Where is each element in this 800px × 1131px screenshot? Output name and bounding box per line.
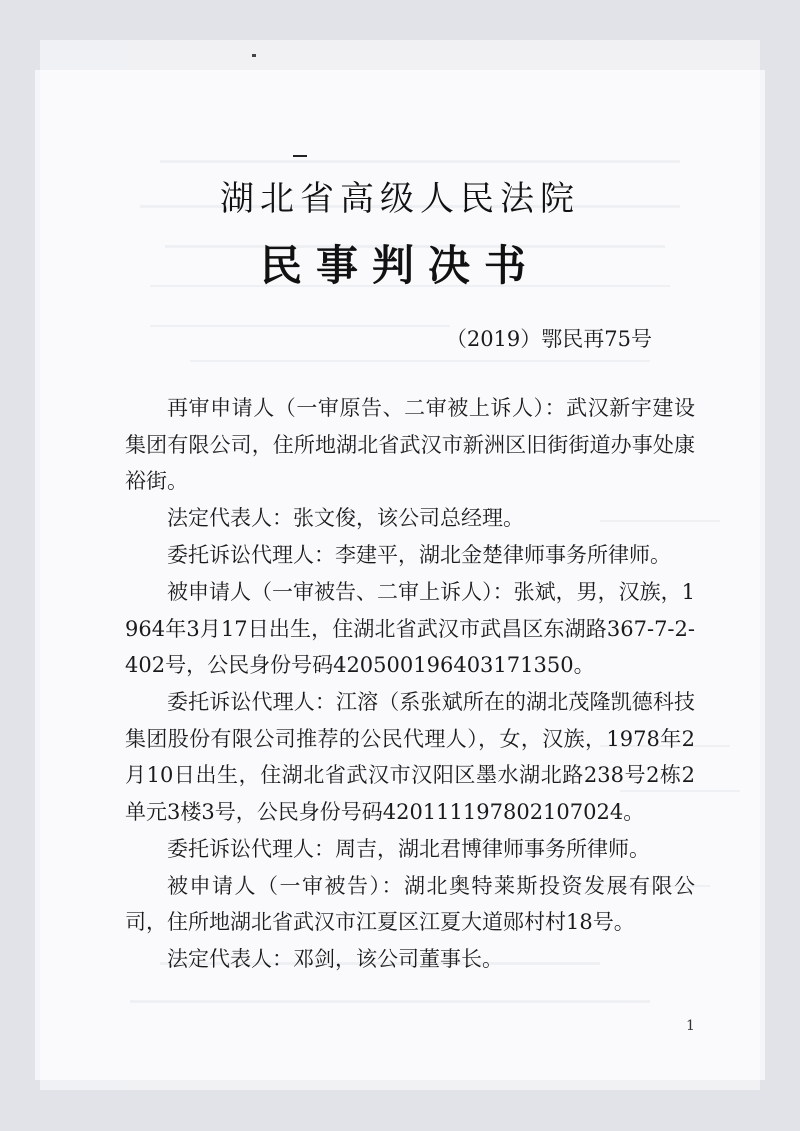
paragraph-applicant-agent: 委托诉讼代理人：李建平，湖北金楚律师事务所律师。 bbox=[167, 543, 671, 567]
case-number: （2019）鄂民再75号 bbox=[445, 327, 652, 351]
paragraph-applicant-legal-rep: 法定代表人：张文俊，该公司总经理。 bbox=[167, 506, 524, 530]
paragraph-respondent-1: 被申请人（一审被告、二审上诉人）：张斌，男，汉族，1964年3月17日出生，住湖北省武汉市武昌区东湖路367-7-2-402号，公民身份号码420500196403171350。 bbox=[125, 580, 695, 677]
court-name: 湖北省高级人民法院 bbox=[220, 179, 580, 219]
page-number: 1 bbox=[686, 1018, 695, 1034]
paragraph-respondent-1-agent-a: 委托诉讼代理人：江溶（系张斌所在的湖北茂隆凯德科技集团股份有限公司推荐的公民代理人），女，汉族，1978年2月10日出生，住湖北省武汉市汉阳区墨水湖北路238号2栋2单元3楼3号，公民身份号码420111197802107024。 bbox=[125, 690, 695, 824]
paragraph-respondent-2: 被申请人（一审被告）：湖北奥特莱斯投资发展有限公司，住所地湖北省武汉市江夏区江夏大道郧村村18号。 bbox=[125, 873, 695, 934]
paragraph-respondent-1-agent-b: 委托诉讼代理人：周吉，湖北君博律师事务所律师。 bbox=[167, 836, 650, 861]
paragraph-applicant: 再审申请人（一审原告、二审被上诉人）：武汉新宇建设集团有限公司，住所地湖北省武汉市新洲区旧街街道办事处康裕街。 bbox=[125, 396, 695, 493]
paragraph-respondent-2-legal-rep: 法定代表人：邓剑，该公司董事长。 bbox=[167, 947, 503, 971]
document-type-title: 民事判决书 bbox=[259, 241, 540, 290]
party-information bbox=[125, 390, 695, 978]
